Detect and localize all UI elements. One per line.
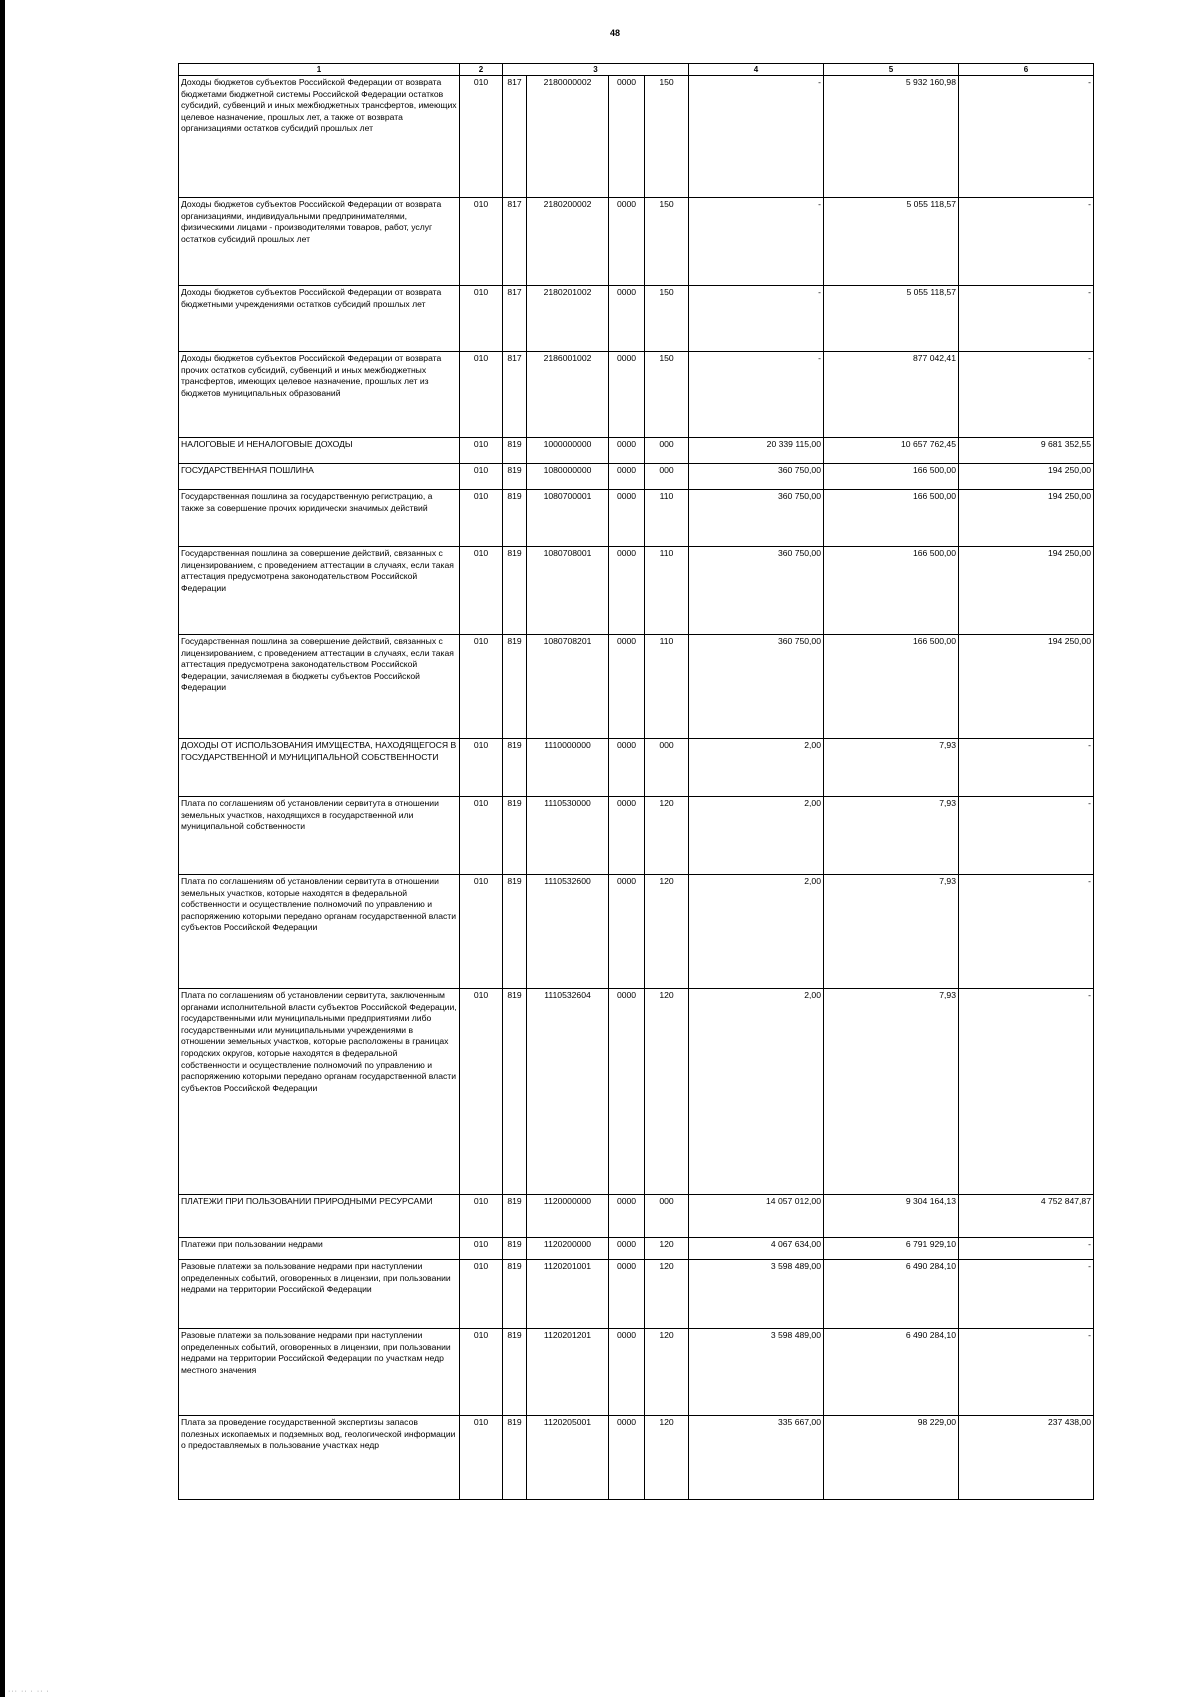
row-admin-code: 010: [460, 464, 503, 490]
row-kbk-code: 1110530000: [527, 797, 609, 875]
row-plan-amount: 360 750,00: [689, 490, 824, 547]
row-remaining-amount: -: [959, 198, 1094, 286]
table-row: [179, 989, 1094, 1195]
row-admin-code: 010: [460, 1238, 503, 1260]
row-kbk-code: 1110532600: [527, 875, 609, 989]
row-name: Доходы бюджетов субъектов Российской Федерации от возврата организациями, индивидуальными предпринимателями, физическими лицами - производителями товаров, работ, услуг остатков субсидий прошлых лет: [179, 198, 460, 286]
row-subtype-code: 0000: [609, 739, 645, 797]
row-plan-amount: 335 667,00: [689, 1416, 824, 1500]
row-executed-amount: 166 500,00: [824, 635, 959, 739]
row-name: ПЛАТЕЖИ ПРИ ПОЛЬЗОВАНИИ ПРИРОДНЫМИ РЕСУРСАМИ: [179, 1195, 460, 1238]
row-remaining-amount: 194 250,00: [959, 635, 1094, 739]
header-col-3: 3: [503, 64, 689, 76]
row-kosgu-code: 150: [645, 76, 689, 198]
row-kbk-code: 1120201201: [527, 1329, 609, 1416]
row-admin-code: 010: [460, 1416, 503, 1500]
row-kosgu-code: 110: [645, 547, 689, 635]
header-col-2: 2: [460, 64, 503, 76]
row-remaining-amount: -: [959, 797, 1094, 875]
table-row: [179, 1260, 1094, 1329]
row-remaining-amount: -: [959, 1238, 1094, 1260]
row-executed-amount: 7,93: [824, 797, 959, 875]
row-executed-amount: 166 500,00: [824, 547, 959, 635]
row-kosgu-code: 120: [645, 1329, 689, 1416]
row-kosgu-code: 120: [645, 1238, 689, 1260]
row-remaining-amount: 9 681 352,55: [959, 438, 1094, 464]
row-executed-amount: 166 500,00: [824, 464, 959, 490]
row-subtype-code: 0000: [609, 352, 645, 438]
row-admin-code: 010: [460, 739, 503, 797]
row-admin-code: 010: [460, 989, 503, 1195]
row-kbk-code: 1080708201: [527, 635, 609, 739]
row-admin-code: 010: [460, 797, 503, 875]
row-subtype-code: 0000: [609, 1195, 645, 1238]
row-remaining-amount: -: [959, 352, 1094, 438]
row-name: ГОСУДАРСТВЕННАЯ ПОШЛИНА: [179, 464, 460, 490]
row-subtype-code: 0000: [609, 76, 645, 198]
row-executed-amount: 7,93: [824, 989, 959, 1195]
row-executed-amount: 9 304 164,13: [824, 1195, 959, 1238]
row-remaining-amount: -: [959, 286, 1094, 352]
row-chapter-code: 819: [503, 490, 527, 547]
header-col-4: 4: [689, 64, 824, 76]
row-kosgu-code: 150: [645, 286, 689, 352]
row-executed-amount: 6 791 929,10: [824, 1238, 959, 1260]
row-subtype-code: 0000: [609, 1260, 645, 1329]
row-kbk-code: 1120200000: [527, 1238, 609, 1260]
row-plan-amount: 4 067 634,00: [689, 1238, 824, 1260]
row-name: Доходы бюджетов субъектов Российской Федерации от возврата прочих остатков субсидий, субвенций и иных межбюджетных трансфертов, имеющих целевое назначение, прошлых лет из бюджетов муниципальных образований: [179, 352, 460, 438]
row-plan-amount: 2,00: [689, 875, 824, 989]
row-remaining-amount: 194 250,00: [959, 490, 1094, 547]
column-number-header: [179, 64, 1094, 76]
row-admin-code: 010: [460, 198, 503, 286]
row-executed-amount: 7,93: [824, 739, 959, 797]
row-plan-amount: 20 339 115,00: [689, 438, 824, 464]
row-admin-code: 010: [460, 1329, 503, 1416]
row-remaining-amount: -: [959, 76, 1094, 198]
table-row: [179, 352, 1094, 438]
row-name: Плата по соглашениям об установлении сервитута, заключенным органами исполнительной власти субъектов Российской Федерации, государственными или муниципальными предприятиями либо государственными или муниципальными учреждениями в отношении земельных участков, которые расположены в границах городских округов, которые находятся в федеральной собственности и осуществление полномочий по управлению и распоряжению которыми передано органам государственной власти субъектов Российской Федерации: [179, 989, 460, 1195]
scan-left-edge: [0, 0, 5, 1697]
row-plan-amount: 360 750,00: [689, 464, 824, 490]
row-chapter-code: 817: [503, 286, 527, 352]
table-row: [179, 635, 1094, 739]
row-admin-code: 010: [460, 875, 503, 989]
row-kosgu-code: 120: [645, 797, 689, 875]
row-kbk-code: 1080700001: [527, 490, 609, 547]
table-row: [179, 875, 1094, 989]
row-name: Государственная пошлина за совершение действий, связанных с лицензированием, с проведением аттестации в случаях, если такая аттестация предусмотрена законодательством Российской Федерации, зачисляемая в бюджеты субъектов Российской Федерации: [179, 635, 460, 739]
row-admin-code: 010: [460, 286, 503, 352]
row-name: Платежи при пользовании недрами: [179, 1238, 460, 1260]
table-row: [179, 464, 1094, 490]
header-col-6: 6: [959, 64, 1094, 76]
row-plan-amount: 360 750,00: [689, 635, 824, 739]
budget-revenue-table: [178, 63, 1094, 1500]
row-chapter-code: 819: [503, 547, 527, 635]
row-subtype-code: 0000: [609, 875, 645, 989]
row-chapter-code: 817: [503, 76, 527, 198]
row-chapter-code: 819: [503, 1238, 527, 1260]
row-admin-code: 010: [460, 352, 503, 438]
row-kbk-code: 1110532604: [527, 989, 609, 1195]
row-chapter-code: 819: [503, 1329, 527, 1416]
row-kbk-code: 1080708001: [527, 547, 609, 635]
row-subtype-code: 0000: [609, 1416, 645, 1500]
row-kosgu-code: 000: [645, 464, 689, 490]
row-kosgu-code: 110: [645, 635, 689, 739]
row-chapter-code: 819: [503, 875, 527, 989]
table-row: [179, 198, 1094, 286]
row-kosgu-code: 120: [645, 1416, 689, 1500]
row-remaining-amount: 194 250,00: [959, 464, 1094, 490]
row-kosgu-code: 150: [645, 198, 689, 286]
row-executed-amount: 5 055 118,57: [824, 286, 959, 352]
row-kbk-code: 1000000000: [527, 438, 609, 464]
table-row: [179, 286, 1094, 352]
row-executed-amount: 6 490 284,10: [824, 1329, 959, 1416]
row-admin-code: 010: [460, 635, 503, 739]
row-plan-amount: -: [689, 198, 824, 286]
row-remaining-amount: -: [959, 989, 1094, 1195]
row-subtype-code: 0000: [609, 547, 645, 635]
row-remaining-amount: 4 752 847,87: [959, 1195, 1094, 1238]
table-row: [179, 1416, 1094, 1500]
row-kbk-code: 1110000000: [527, 739, 609, 797]
row-chapter-code: 819: [503, 1260, 527, 1329]
row-admin-code: 010: [460, 490, 503, 547]
scan-footer-mark: ··· ·· · ·· ·: [8, 1688, 50, 1695]
row-name: Разовые платежи за пользование недрами при наступлении определенных событий, оговоренных в лицензии, при пользовании недрами на территории Российской Федерации по участкам недр местного значения: [179, 1329, 460, 1416]
row-name: Плата по соглашениям об установлении сервитута в отношении земельных участков, находящихся в государственной или муниципальной собственности: [179, 797, 460, 875]
row-remaining-amount: 194 250,00: [959, 547, 1094, 635]
row-plan-amount: 14 057 012,00: [689, 1195, 824, 1238]
row-plan-amount: -: [689, 286, 824, 352]
row-name: Государственная пошлина за государственную регистрацию, а также за совершение прочих юридически значимых действий: [179, 490, 460, 547]
table-row: [179, 739, 1094, 797]
table-row: [179, 1329, 1094, 1416]
row-kbk-code: 1120000000: [527, 1195, 609, 1238]
row-kbk-code: 2180000002: [527, 76, 609, 198]
row-subtype-code: 0000: [609, 198, 645, 286]
row-name: Плата за проведение государственной экспертизы запасов полезных ископаемых и подземных вод, геологической информации о предоставляемых в пользование участках недр: [179, 1416, 460, 1500]
row-admin-code: 010: [460, 547, 503, 635]
row-name: Плата по соглашениям об установлении сервитута в отношении земельных участков, которые находятся в федеральной собственности и осуществление полномочий по управлению и распоряжению которыми передано органам государственной власти субъектов Российской Федерации: [179, 875, 460, 989]
row-subtype-code: 0000: [609, 797, 645, 875]
header-col-5: 5: [824, 64, 959, 76]
row-chapter-code: 817: [503, 198, 527, 286]
row-executed-amount: 10 657 762,45: [824, 438, 959, 464]
row-kosgu-code: 120: [645, 989, 689, 1195]
row-kbk-code: 1120205001: [527, 1416, 609, 1500]
row-chapter-code: 819: [503, 438, 527, 464]
row-plan-amount: -: [689, 352, 824, 438]
row-remaining-amount: -: [959, 739, 1094, 797]
table-row: [179, 76, 1094, 198]
row-kosgu-code: 000: [645, 739, 689, 797]
page-number: 48: [610, 28, 621, 38]
row-subtype-code: 0000: [609, 490, 645, 547]
row-kbk-code: 2180201002: [527, 286, 609, 352]
row-executed-amount: 166 500,00: [824, 490, 959, 547]
row-kosgu-code: 120: [645, 875, 689, 989]
row-chapter-code: 819: [503, 739, 527, 797]
row-chapter-code: 819: [503, 797, 527, 875]
row-subtype-code: 0000: [609, 635, 645, 739]
row-kbk-code: 2180200002: [527, 198, 609, 286]
row-name: Разовые платежи за пользование недрами при наступлении определенных событий, оговоренных в лицензии, при пользовании недрами на территории Российской Федерации: [179, 1260, 460, 1329]
row-name: Доходы бюджетов субъектов Российской Федерации от возврата бюджетными учреждениями остатков субсидий прошлых лет: [179, 286, 460, 352]
row-plan-amount: -: [689, 76, 824, 198]
row-kosgu-code: 000: [645, 1195, 689, 1238]
row-executed-amount: 98 229,00: [824, 1416, 959, 1500]
row-plan-amount: 3 598 489,00: [689, 1329, 824, 1416]
row-remaining-amount: -: [959, 1329, 1094, 1416]
row-chapter-code: 817: [503, 352, 527, 438]
row-kosgu-code: 150: [645, 352, 689, 438]
row-executed-amount: 877 042,41: [824, 352, 959, 438]
table-row: [179, 438, 1094, 464]
header-col-1: 1: [179, 64, 460, 76]
row-chapter-code: 819: [503, 635, 527, 739]
row-plan-amount: 3 598 489,00: [689, 1260, 824, 1329]
table-row: [179, 1195, 1094, 1238]
row-admin-code: 010: [460, 76, 503, 198]
row-kosgu-code: 000: [645, 438, 689, 464]
row-executed-amount: 7,93: [824, 875, 959, 989]
row-subtype-code: 0000: [609, 438, 645, 464]
row-remaining-amount: -: [959, 875, 1094, 989]
row-kbk-code: 2186001002: [527, 352, 609, 438]
row-chapter-code: 819: [503, 989, 527, 1195]
row-admin-code: 010: [460, 1195, 503, 1238]
row-name: НАЛОГОВЫЕ И НЕНАЛОГОВЫЕ ДОХОДЫ: [179, 438, 460, 464]
row-subtype-code: 0000: [609, 286, 645, 352]
row-admin-code: 010: [460, 438, 503, 464]
table-row: [179, 547, 1094, 635]
row-subtype-code: 0000: [609, 1329, 645, 1416]
table-row: [179, 1238, 1094, 1260]
row-admin-code: 010: [460, 1260, 503, 1329]
row-kosgu-code: 120: [645, 1260, 689, 1329]
row-executed-amount: 6 490 284,10: [824, 1260, 959, 1329]
row-name: ДОХОДЫ ОТ ИСПОЛЬЗОВАНИЯ ИМУЩЕСТВА, НАХОДЯЩЕГОСЯ В ГОСУДАРСТВЕННОЙ И МУНИЦИПАЛЬНОЙ СОБСТВЕННОСТИ: [179, 739, 460, 797]
table-row: [179, 490, 1094, 547]
row-kbk-code: 1080000000: [527, 464, 609, 490]
row-plan-amount: 2,00: [689, 989, 824, 1195]
row-plan-amount: 2,00: [689, 739, 824, 797]
row-subtype-code: 0000: [609, 989, 645, 1195]
row-subtype-code: 0000: [609, 1238, 645, 1260]
row-kosgu-code: 110: [645, 490, 689, 547]
row-name: Доходы бюджетов субъектов Российской Федерации от возврата бюджетами бюджетной системы Российской Федерации остатков субсидий, субвенций и иных межбюджетных трансфертов, имеющих целевое назначение, прошлых лет, а также от возврата организациями остатков субсидий прошлых лет: [179, 76, 460, 198]
row-chapter-code: 819: [503, 464, 527, 490]
row-kbk-code: 1120201001: [527, 1260, 609, 1329]
row-chapter-code: 819: [503, 1195, 527, 1238]
table-row: [179, 797, 1094, 875]
row-chapter-code: 819: [503, 1416, 527, 1500]
row-executed-amount: 5 932 160,98: [824, 76, 959, 198]
row-remaining-amount: 237 438,00: [959, 1416, 1094, 1500]
row-plan-amount: 360 750,00: [689, 547, 824, 635]
row-remaining-amount: -: [959, 1260, 1094, 1329]
row-subtype-code: 0000: [609, 464, 645, 490]
row-executed-amount: 5 055 118,57: [824, 198, 959, 286]
row-plan-amount: 2,00: [689, 797, 824, 875]
row-name: Государственная пошлина за совершение действий, связанных с лицензированием, с проведением аттестации в случаях, если такая аттестация предусмотрена законодательством Российской Федерации: [179, 547, 460, 635]
